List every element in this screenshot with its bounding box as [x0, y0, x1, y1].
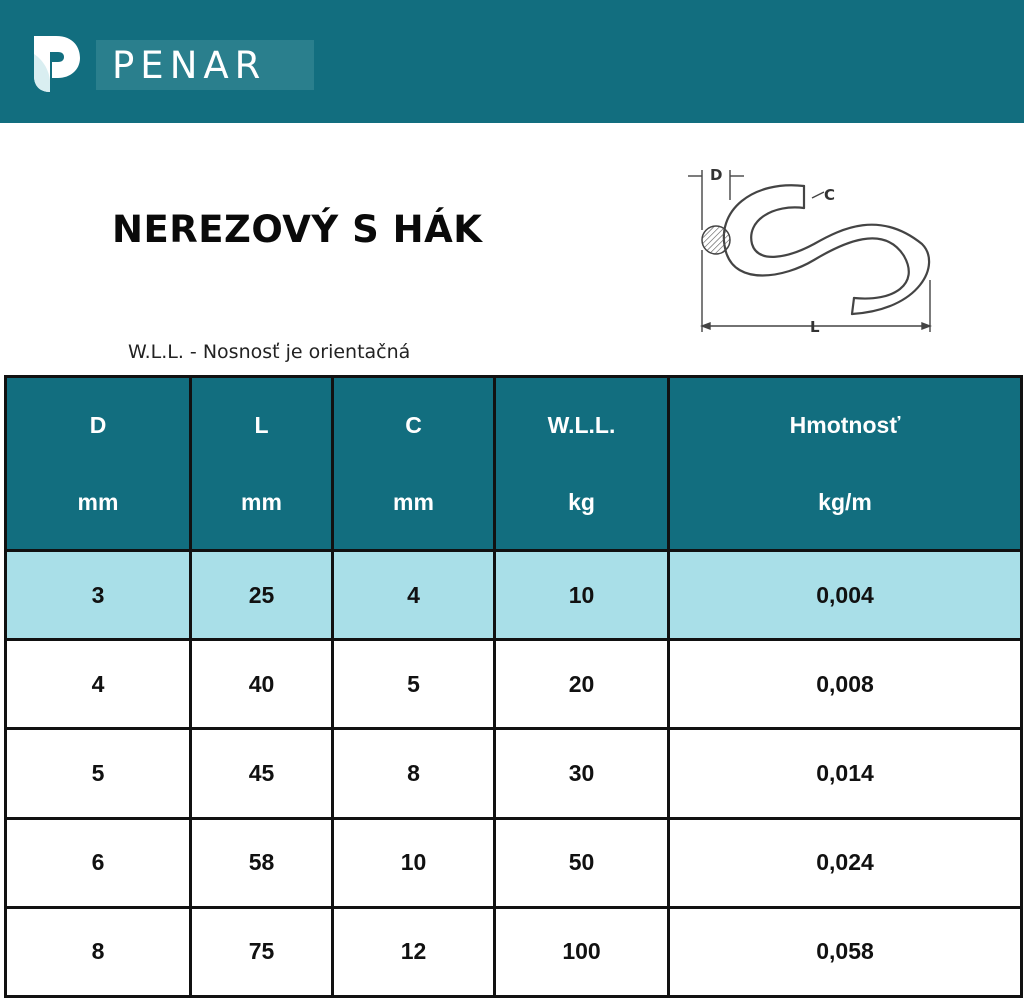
table-cell: 25 — [191, 551, 333, 640]
table-cell: 20 — [495, 640, 669, 729]
table-cell: 0,014 — [669, 729, 1022, 818]
table-cell: 58 — [191, 818, 333, 907]
table-row — [6, 640, 1022, 729]
product-title: NEREZOVÝ S HÁK — [112, 208, 483, 251]
header-weight — [669, 377, 1022, 551]
table-cell: 3 — [6, 551, 191, 640]
table-header-row — [6, 377, 1022, 551]
table-cell: 50 — [495, 818, 669, 907]
header-name: W.L.L. — [547, 411, 616, 438]
table-row — [6, 729, 1022, 818]
table-cell: 5 — [333, 640, 495, 729]
brand-header — [0, 0, 1024, 123]
header-name: Hmotnosť — [789, 411, 901, 438]
wll-note: W.L.L. - Nosnosť je orientačná — [128, 341, 411, 363]
label-l: L — [810, 318, 820, 336]
header-unit: mm — [393, 488, 434, 515]
table-cell: 12 — [333, 907, 495, 996]
header-d — [6, 377, 191, 551]
header-unit: mm — [241, 488, 282, 515]
table-cell: 0,058 — [669, 907, 1022, 996]
header-l — [191, 377, 333, 551]
table-cell: 6 — [6, 818, 191, 907]
table-cell: 45 — [191, 729, 333, 818]
table-cell: 4 — [6, 640, 191, 729]
label-d: D — [710, 166, 723, 184]
table-cell: 8 — [6, 907, 191, 996]
label-c: C — [824, 186, 836, 204]
table-cell: 75 — [191, 907, 333, 996]
header-wll — [495, 377, 669, 551]
logo-wordmark: PENAR — [112, 44, 267, 87]
header-unit: kg/m — [818, 488, 872, 515]
header-name: L — [254, 411, 269, 438]
table-cell: 4 — [333, 551, 495, 640]
table-cell: 0,004 — [669, 551, 1022, 640]
header-unit: kg — [568, 488, 595, 515]
header-c — [333, 377, 495, 551]
s-hook-diagram — [684, 160, 944, 340]
table-cell: 0,008 — [669, 640, 1022, 729]
table-row — [6, 818, 1022, 907]
table-row — [6, 907, 1022, 996]
table-cell: 100 — [495, 907, 669, 996]
header-unit: mm — [77, 488, 119, 515]
table-cell: 10 — [495, 551, 669, 640]
cross-section-icon — [702, 226, 730, 254]
table-cell: 30 — [495, 729, 669, 818]
penar-logo-icon — [30, 30, 82, 96]
header-name: C — [405, 411, 422, 438]
table-cell: 0,024 — [669, 818, 1022, 907]
table-cell: 10 — [333, 818, 495, 907]
header-name: D — [89, 411, 107, 438]
table-cell: 5 — [6, 729, 191, 818]
spec-table — [4, 375, 1023, 998]
table-cell: 8 — [333, 729, 495, 818]
table-row — [6, 551, 1022, 640]
table-cell: 40 — [191, 640, 333, 729]
